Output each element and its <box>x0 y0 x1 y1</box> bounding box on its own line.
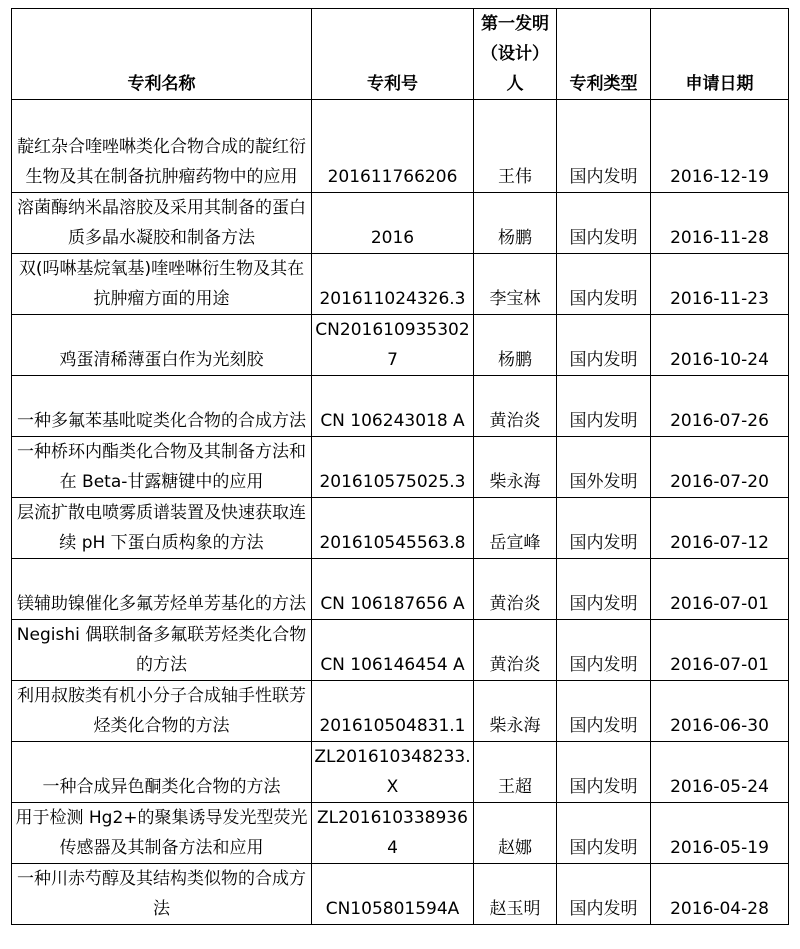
patent-name: 用于检测 Hg2+的聚集诱导发光型荧光传感器及其制备方法和应用 <box>12 803 312 864</box>
patent-type: 国内发明 <box>557 376 651 437</box>
application-date: 2016-11-28 <box>651 193 789 254</box>
patent-name: 层流扩散电喷雾质谱装置及快速获取连续 pH 下蛋白质构象的方法 <box>12 498 312 559</box>
patent-type: 国内发明 <box>557 315 651 376</box>
patent-type: 国内发明 <box>557 742 651 803</box>
first-inventor: 李宝林 <box>474 254 557 315</box>
application-date: 2016-04-28 <box>651 864 789 925</box>
patent-number: 201610545563.8 <box>312 498 474 559</box>
patent-type: 国内发明 <box>557 254 651 315</box>
patent-number: CN 106146454 A <box>312 620 474 681</box>
table-row <box>12 254 789 315</box>
table-row <box>12 681 789 742</box>
first-inventor: 黄治炎 <box>474 559 557 620</box>
patent-number: CN105801594A <box>312 864 474 925</box>
patent-name: 溶菌酶纳米晶溶胶及采用其制备的蛋白质多晶水凝胶和制备方法 <box>12 193 312 254</box>
application-date: 2016-07-01 <box>651 620 789 681</box>
patent-number: 2016 <box>312 193 474 254</box>
header-first-inventor: 第一发明（设计）人 <box>474 9 557 100</box>
table-row <box>12 742 789 803</box>
patent-name: 一种桥环内酯类化合物及其制备方法和在 Beta-甘露糖键中的应用 <box>12 437 312 498</box>
table-row <box>12 864 789 925</box>
patent-type: 国内发明 <box>557 498 651 559</box>
patent-table <box>11 8 789 925</box>
application-date: 2016-05-24 <box>651 742 789 803</box>
patent-type: 国内发明 <box>557 803 651 864</box>
table-row <box>12 376 789 437</box>
table-row <box>12 559 789 620</box>
patent-number: CN2016109353027 <box>312 315 474 376</box>
table-row <box>12 193 789 254</box>
first-inventor: 岳宣峰 <box>474 498 557 559</box>
patent-number: ZL2016103389364 <box>312 803 474 864</box>
patent-type: 国内发明 <box>557 559 651 620</box>
first-inventor: 赵玉明 <box>474 864 557 925</box>
patent-number: 201611766206 <box>312 100 474 193</box>
header-patent-type: 专利类型 <box>557 9 651 100</box>
patent-name: 一种合成异色酮类化合物的方法 <box>12 742 312 803</box>
application-date: 2016-07-12 <box>651 498 789 559</box>
patent-number: 201611024326.3 <box>312 254 474 315</box>
patent-number: 201610575025.3 <box>312 437 474 498</box>
header-patent-number: 专利号 <box>312 9 474 100</box>
patent-name: Negishi 偶联制备多氟联芳烃类化合物的方法 <box>12 620 312 681</box>
patent-type: 国内发明 <box>557 681 651 742</box>
application-date: 2016-12-19 <box>651 100 789 193</box>
first-inventor: 杨鹏 <box>474 193 557 254</box>
header-patent-name: 专利名称 <box>12 9 312 100</box>
application-date: 2016-07-01 <box>651 559 789 620</box>
patent-type: 国外发明 <box>557 437 651 498</box>
application-date: 2016-10-24 <box>651 315 789 376</box>
patent-name: 镁辅助镍催化多氟芳烃单芳基化的方法 <box>12 559 312 620</box>
patent-number: 201610504831.1 <box>312 681 474 742</box>
application-date: 2016-05-19 <box>651 803 789 864</box>
application-date: 2016-11-23 <box>651 254 789 315</box>
patent-type: 国内发明 <box>557 620 651 681</box>
first-inventor: 赵娜 <box>474 803 557 864</box>
application-date: 2016-07-26 <box>651 376 789 437</box>
patent-number: CN 106187656 A <box>312 559 474 620</box>
patent-type: 国内发明 <box>557 864 651 925</box>
first-inventor: 王伟 <box>474 100 557 193</box>
patent-name: 一种多氟苯基吡啶类化合物的合成方法 <box>12 376 312 437</box>
patent-number: ZL201610348233.X <box>312 742 474 803</box>
first-inventor: 黄治炎 <box>474 376 557 437</box>
table-row <box>12 620 789 681</box>
patent-type: 国内发明 <box>557 193 651 254</box>
table-row <box>12 100 789 193</box>
first-inventor: 柴永海 <box>474 437 557 498</box>
patent-name: 双(吗啉基烷氧基)喹唑啉衍生物及其在抗肿瘤方面的用途 <box>12 254 312 315</box>
first-inventor: 王超 <box>474 742 557 803</box>
first-inventor: 黄治炎 <box>474 620 557 681</box>
header-application-date: 申请日期 <box>651 9 789 100</box>
patent-type: 国内发明 <box>557 100 651 193</box>
header-row <box>12 9 789 100</box>
first-inventor: 杨鹏 <box>474 315 557 376</box>
table-row <box>12 803 789 864</box>
patent-name: 靛红杂合喹唑啉类化合物合成的靛红衍生物及其在制备抗肿瘤药物中的应用 <box>12 100 312 193</box>
application-date: 2016-06-30 <box>651 681 789 742</box>
application-date: 2016-07-20 <box>651 437 789 498</box>
patent-number: CN 106243018 A <box>312 376 474 437</box>
table-row <box>12 437 789 498</box>
patent-name: 一种川赤芍醇及其结构类似物的合成方法 <box>12 864 312 925</box>
first-inventor: 柴永海 <box>474 681 557 742</box>
table-row <box>12 315 789 376</box>
table-row <box>12 498 789 559</box>
patent-name: 利用叔胺类有机小分子合成轴手性联芳烃类化合物的方法 <box>12 681 312 742</box>
patent-name: 鸡蛋清稀薄蛋白作为光刻胶 <box>12 315 312 376</box>
